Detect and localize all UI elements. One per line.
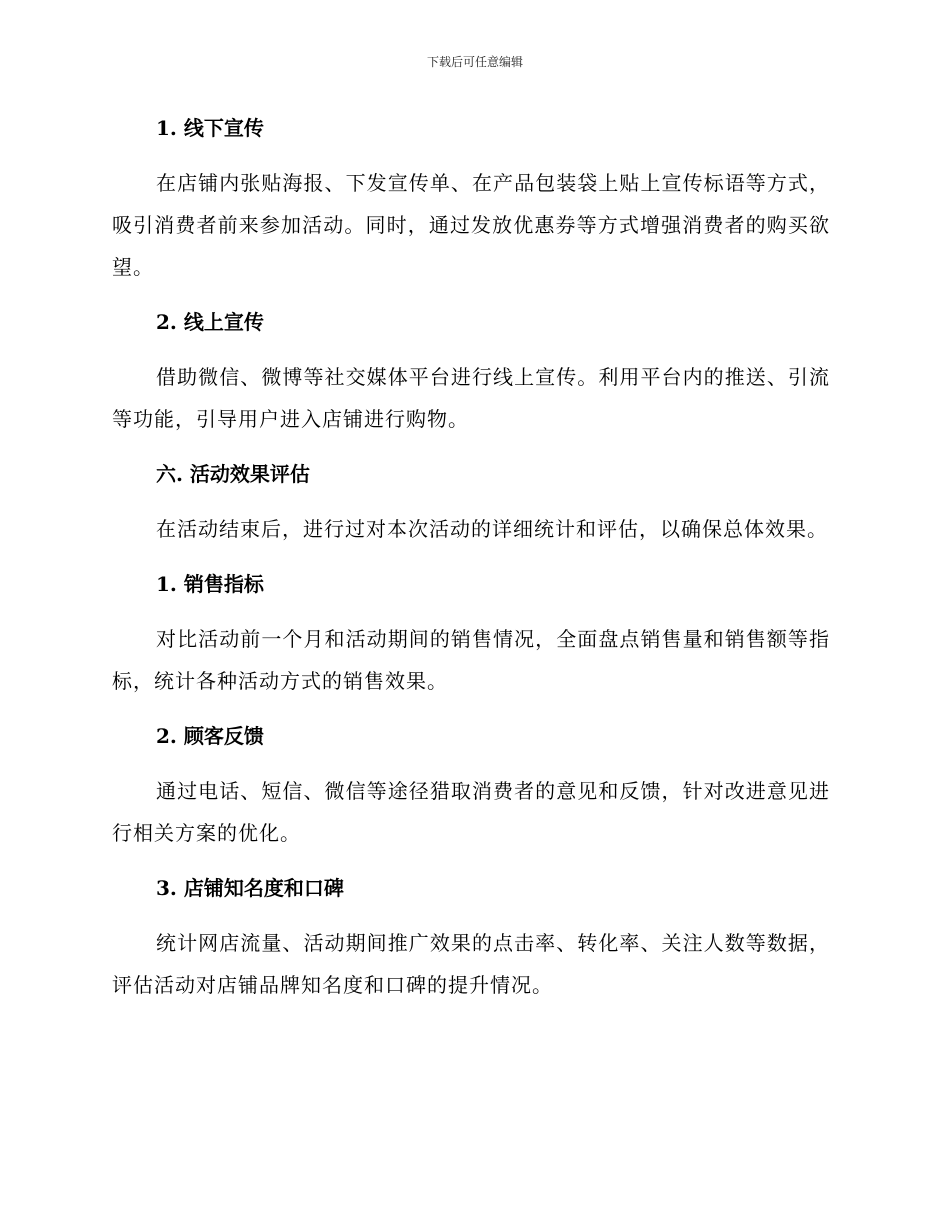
page-header: 下载后可任意编辑 (426, 55, 523, 69)
section-heading: 1. 线下宣传 (156, 116, 264, 140)
section-paragraph: 在活动结束后，进行过对本次活动的详细统计和评估，以确保总体效果。 (156, 517, 828, 541)
section-paragraph: 统计网店流量、活动期间推广效果的点击率、转化率、关注人数等数据，评估活动对店铺品牌知名度和口碑的提升情况。 (112, 931, 830, 997)
section-heading: 1. 销售指标 (156, 572, 264, 596)
section-paragraph: 通过电话、短信、微信等途径猎取消费者的意见和反馈，针对改进意见进行相关方案的优化。 (112, 779, 830, 845)
document-body (112, 108, 830, 1006)
section-paragraph: 对比活动前一个月和活动期间的销售情况，全面盘点销售量和销售额等指标，统计各种活动方式的销售效果。 (112, 627, 830, 693)
section-paragraph: 在店铺内张贴海报、下发宣传单、在产品包装袋上贴上宣传标语等方式，吸引消费者前来参加活动。同时，通过发放优惠券等方式增强消费者的购买欲望。 (112, 171, 830, 279)
section-paragraph: 借助微信、微博等社交媒体平台进行线上宣传。利用平台内的推送、引流等功能，引导用户进入店铺进行购物。 (112, 365, 830, 431)
section-heading: 3. 店铺知名度和口碑 (156, 876, 344, 900)
section-heading: 2. 线上宣传 (156, 310, 264, 334)
section-heading: 2. 顾客反馈 (156, 724, 264, 748)
section-heading: 六. 活动效果评估 (156, 462, 310, 486)
